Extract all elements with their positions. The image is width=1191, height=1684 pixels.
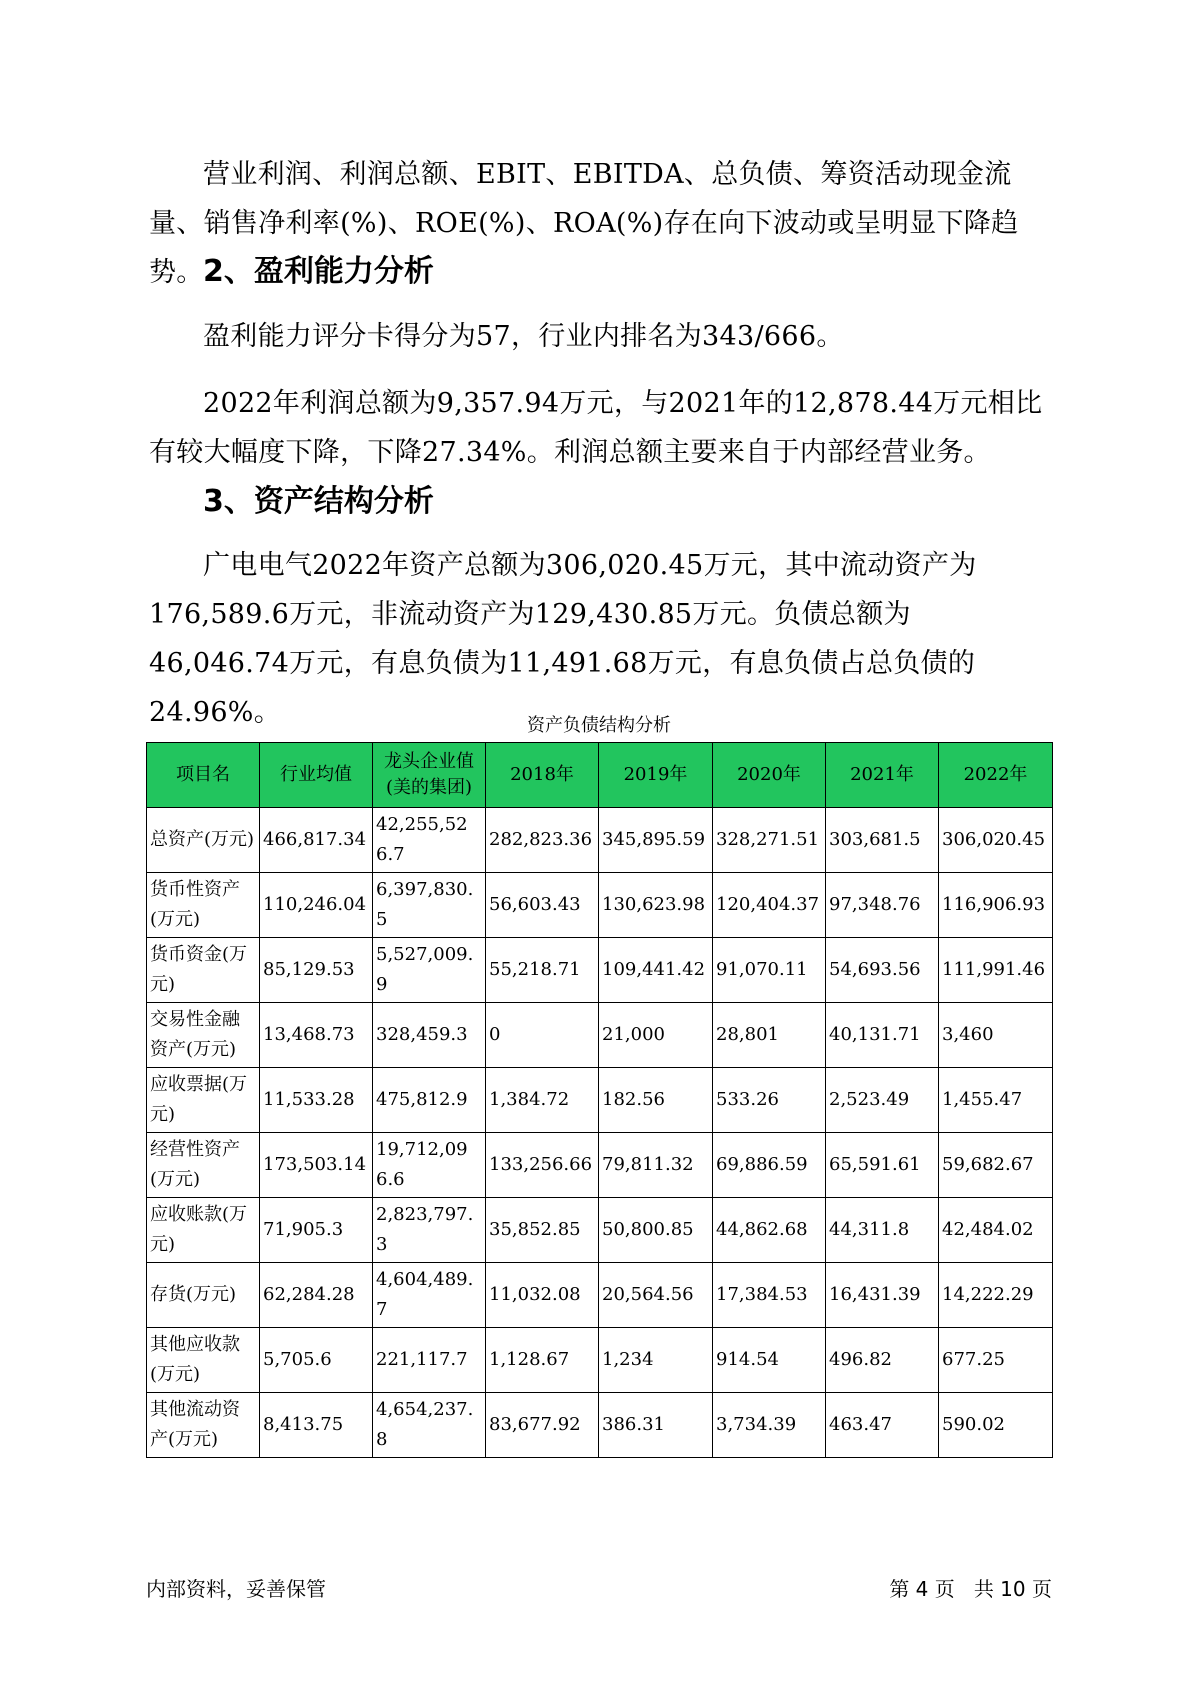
table-row — [147, 1198, 1053, 1263]
table-cell: 533.26 — [713, 1068, 826, 1133]
paragraph-total-profit: 2022年利润总额为9,357.94万元，与2021年的12,878.44万元相比有较大幅度下降，下降27.34%。利润总额主要来自于内部经营业务。 — [149, 388, 1043, 468]
table-row — [147, 808, 1053, 873]
table-row — [147, 1263, 1053, 1328]
table-cell: 40,131.71 — [826, 1003, 939, 1068]
table-cell: 116,906.93 — [939, 873, 1053, 938]
table-cell: 4,604,489.7 — [373, 1263, 486, 1328]
paragraph-decline-metrics: 营业利润、利润总额、EBIT、EBITDA、总负债、筹资活动现金流量、销售净利率(%)、ROE(%)、ROA(%)存在向下波动或呈明显下降趋势。 — [149, 159, 1019, 288]
table-cell: 303,681.5 — [826, 808, 939, 873]
balance-structure-table — [146, 742, 1053, 1458]
table-cell: 69,886.59 — [713, 1133, 826, 1198]
footer-confidential-note: 内部资料，妥善保管 — [146, 1577, 326, 1601]
table-cell: 0 — [486, 1003, 599, 1068]
table-cell: 3,460 — [939, 1003, 1053, 1068]
table-cell: 1,234 — [599, 1328, 713, 1393]
table-cell: 83,677.92 — [486, 1393, 599, 1458]
table-cell: 328,459.3 — [373, 1003, 486, 1068]
table-cell: 4,654,237.8 — [373, 1393, 486, 1458]
table-cell: 306,020.45 — [939, 808, 1053, 873]
table-row — [147, 1068, 1053, 1133]
table-cell: 13,468.73 — [260, 1003, 373, 1068]
table-cell: 466,817.34 — [260, 808, 373, 873]
row-label-cell: 其他应收款(万元) — [147, 1328, 260, 1393]
table-cell: 130,623.98 — [599, 873, 713, 938]
table-cell: 1,128.67 — [486, 1328, 599, 1393]
table-row — [147, 1328, 1053, 1393]
table-cell: 54,693.56 — [826, 938, 939, 1003]
row-label-cell: 货币资金(万元) — [147, 938, 260, 1003]
table-cell: 55,218.71 — [486, 938, 599, 1003]
table-cell: 463.47 — [826, 1393, 939, 1458]
table-cell: 11,533.28 — [260, 1068, 373, 1133]
table-cell: 44,311.8 — [826, 1198, 939, 1263]
table-cell: 1,384.72 — [486, 1068, 599, 1133]
table-cell: 496.82 — [826, 1328, 939, 1393]
table-header-row — [147, 743, 1053, 808]
table-cell: 677.25 — [939, 1328, 1053, 1393]
table-cell: 475,812.9 — [373, 1068, 486, 1133]
table-cell: 17,384.53 — [713, 1263, 826, 1328]
table-header-cell: 2021年 — [826, 743, 939, 808]
table-row — [147, 1133, 1053, 1198]
table-cell: 21,000 — [599, 1003, 713, 1068]
paragraph-asset-totals: 广电电气2022年资产总额为306,020.45万元，其中流动资产为176,589.6万元，非流动资产为129,430.85万元。负债总额为46,046.74万元，有息负债为11,491.68万元，有息负债占总负债的24.96%。 — [149, 550, 977, 728]
table-cell: 345,895.59 — [599, 808, 713, 873]
table-cell: 11,032.08 — [486, 1263, 599, 1328]
table-header-cell: 项目名 — [147, 743, 260, 808]
table-cell: 1,455.47 — [939, 1068, 1053, 1133]
heading-asset-structure: 3、资产结构分析 — [203, 484, 434, 519]
table-cell: 109,441.42 — [599, 938, 713, 1003]
table-row — [147, 938, 1053, 1003]
table-cell: 14,222.29 — [939, 1263, 1053, 1328]
heading-profitability: 2、盈利能力分析 — [203, 254, 434, 289]
table-cell: 328,271.51 — [713, 808, 826, 873]
table-cell: 110,246.04 — [260, 873, 373, 938]
table-cell: 42,484.02 — [939, 1198, 1053, 1263]
table-cell: 182.56 — [599, 1068, 713, 1133]
table-header-cell: 2018年 — [486, 743, 599, 808]
table-cell: 120,404.37 — [713, 873, 826, 938]
table-cell: 62,284.28 — [260, 1263, 373, 1328]
table-cell: 16,431.39 — [826, 1263, 939, 1328]
table-cell: 282,823.36 — [486, 808, 599, 873]
row-label-cell: 应收票据(万元) — [147, 1068, 260, 1133]
table-cell: 20,564.56 — [599, 1263, 713, 1328]
table-row — [147, 1393, 1053, 1458]
table-cell: 2,823,797.3 — [373, 1198, 486, 1263]
table-cell: 71,905.3 — [260, 1198, 373, 1263]
table-row — [147, 1003, 1053, 1068]
table-cell: 133,256.66 — [486, 1133, 599, 1198]
table-body — [147, 808, 1053, 1458]
table-cell: 50,800.85 — [599, 1198, 713, 1263]
table-cell: 97,348.76 — [826, 873, 939, 938]
table-cell: 2,523.49 — [826, 1068, 939, 1133]
table-cell: 173,503.14 — [260, 1133, 373, 1198]
table-header-cell: 龙头企业值(美的集团) — [373, 743, 486, 808]
table-caption: 资产负债结构分析 — [527, 715, 671, 736]
row-label-cell: 货币性资产(万元) — [147, 873, 260, 938]
table-cell: 590.02 — [939, 1393, 1053, 1458]
table-cell: 65,591.61 — [826, 1133, 939, 1198]
table-header-cell: 2019年 — [599, 743, 713, 808]
table-header-cell: 行业均值 — [260, 743, 373, 808]
table-cell: 91,070.11 — [713, 938, 826, 1003]
row-label-cell: 经营性资产(万元) — [147, 1133, 260, 1198]
table-cell: 6,397,830.5 — [373, 873, 486, 938]
row-label-cell: 总资产(万元) — [147, 808, 260, 873]
table-cell: 5,527,009.9 — [373, 938, 486, 1003]
table-cell: 42,255,526.7 — [373, 808, 486, 873]
table-cell: 8,413.75 — [260, 1393, 373, 1458]
table-header-cell: 2022年 — [939, 743, 1053, 808]
table-cell: 35,852.85 — [486, 1198, 599, 1263]
table-cell: 59,682.67 — [939, 1133, 1053, 1198]
table-header-cell: 2020年 — [713, 743, 826, 808]
table-cell: 85,129.53 — [260, 938, 373, 1003]
row-label-cell: 应收账款(万元) — [147, 1198, 260, 1263]
table-cell: 221,117.7 — [373, 1328, 486, 1393]
table-cell: 5,705.6 — [260, 1328, 373, 1393]
table-cell: 79,811.32 — [599, 1133, 713, 1198]
footer-page-number: 第 4 页 共 10 页 — [889, 1577, 1052, 1601]
row-label-cell: 交易性金融资产(万元) — [147, 1003, 260, 1068]
table-cell: 111,991.46 — [939, 938, 1053, 1003]
paragraph-profit-score: 盈利能力评分卡得分为57，行业内排名为343/666。 — [203, 321, 844, 352]
table-cell: 56,603.43 — [486, 873, 599, 938]
table-cell: 386.31 — [599, 1393, 713, 1458]
table-cell: 914.54 — [713, 1328, 826, 1393]
row-label-cell: 其他流动资产(万元) — [147, 1393, 260, 1458]
table-cell: 44,862.68 — [713, 1198, 826, 1263]
table-cell: 28,801 — [713, 1003, 826, 1068]
table-cell: 3,734.39 — [713, 1393, 826, 1458]
row-label-cell: 存货(万元) — [147, 1263, 260, 1328]
table-row — [147, 873, 1053, 938]
table-cell: 19,712,096.6 — [373, 1133, 486, 1198]
